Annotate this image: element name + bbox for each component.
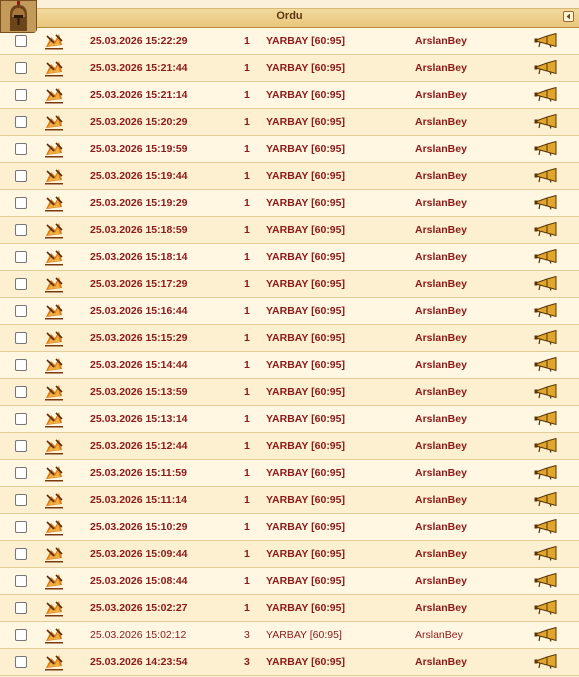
row-count: 1 xyxy=(244,494,250,506)
panel-header xyxy=(0,0,579,28)
army-attack-icon xyxy=(44,302,64,320)
horn-icon[interactable] xyxy=(534,411,558,426)
row-date: 25.03.2026 15:09:44 xyxy=(90,548,188,560)
row-count: 1 xyxy=(244,251,250,263)
army-attack-icon xyxy=(44,113,64,131)
army-attack-icon xyxy=(44,86,64,104)
army-attack-icon xyxy=(44,437,64,455)
row-count: 1 xyxy=(244,332,250,344)
row-checkbox[interactable] xyxy=(15,440,27,452)
horn-icon[interactable] xyxy=(534,465,558,480)
row-rank: YARBAY [60:95] xyxy=(266,143,345,155)
row-rank: YARBAY [60:95] xyxy=(266,197,345,209)
row-date: 25.03.2026 15:12:44 xyxy=(90,440,188,452)
row-sender[interactable]: ArslanBey xyxy=(415,170,467,182)
horn-icon[interactable] xyxy=(534,222,558,237)
row-checkbox[interactable] xyxy=(15,170,27,182)
army-attack-icon xyxy=(44,248,64,266)
row-checkbox[interactable] xyxy=(15,575,27,587)
row-rank: YARBAY [60:95] xyxy=(266,305,345,317)
row-date: 25.03.2026 14:23:54 xyxy=(90,656,188,668)
table-row[interactable] xyxy=(0,109,579,136)
row-count: 1 xyxy=(244,170,250,182)
row-date: 25.03.2026 15:21:14 xyxy=(90,89,188,101)
row-rank: YARBAY [60:95] xyxy=(266,278,345,290)
army-attack-icon xyxy=(44,167,64,185)
row-rank: YARBAY [60:95] xyxy=(266,440,345,452)
row-checkbox[interactable] xyxy=(15,278,27,290)
collapse-button[interactable] xyxy=(563,11,574,22)
horn-icon[interactable] xyxy=(534,492,558,507)
row-sender[interactable]: ArslanBey xyxy=(415,629,463,641)
table-row[interactable] xyxy=(0,298,579,325)
row-checkbox[interactable] xyxy=(15,224,27,236)
row-checkbox[interactable] xyxy=(15,602,27,614)
row-sender[interactable]: ArslanBey xyxy=(415,224,467,236)
row-checkbox[interactable] xyxy=(15,494,27,506)
row-sender[interactable]: ArslanBey xyxy=(415,548,467,560)
table-row[interactable] xyxy=(0,487,579,514)
table-row[interactable] xyxy=(0,244,579,271)
table-row[interactable] xyxy=(0,622,579,649)
row-rank: YARBAY [60:95] xyxy=(266,386,345,398)
row-date: 25.03.2026 15:22:29 xyxy=(90,35,188,47)
row-sender[interactable]: ArslanBey xyxy=(415,35,467,47)
table-row[interactable] xyxy=(0,433,579,460)
row-sender[interactable]: ArslanBey xyxy=(415,413,467,425)
row-rank: YARBAY [60:95] xyxy=(266,413,345,425)
army-attack-icon xyxy=(44,32,64,50)
army-attack-icon xyxy=(44,626,64,644)
table-row[interactable] xyxy=(0,595,579,622)
row-count: 1 xyxy=(244,224,250,236)
row-checkbox[interactable] xyxy=(15,305,27,317)
row-count: 1 xyxy=(244,35,250,47)
table-row[interactable] xyxy=(0,82,579,109)
row-date: 25.03.2026 15:14:44 xyxy=(90,359,188,371)
army-attack-icon xyxy=(44,59,64,77)
row-rank: YARBAY [60:95] xyxy=(266,494,345,506)
row-date: 25.03.2026 15:17:29 xyxy=(90,278,188,290)
row-checkbox[interactable] xyxy=(15,629,27,641)
row-date: 25.03.2026 15:15:29 xyxy=(90,332,188,344)
row-checkbox[interactable] xyxy=(15,413,27,425)
row-date: 25.03.2026 15:10:29 xyxy=(90,521,188,533)
row-sender[interactable]: ArslanBey xyxy=(415,197,467,209)
horn-icon[interactable] xyxy=(534,546,558,561)
row-count: 1 xyxy=(244,413,250,425)
army-attack-icon xyxy=(44,410,64,428)
horn-icon[interactable] xyxy=(534,195,558,210)
row-checkbox[interactable] xyxy=(15,143,27,155)
row-count: 3 xyxy=(244,656,250,668)
horn-icon[interactable] xyxy=(534,573,558,588)
army-attack-icon xyxy=(44,653,64,671)
row-rank: YARBAY [60:95] xyxy=(266,656,345,668)
row-rank: YARBAY [60:95] xyxy=(266,116,345,128)
table-row[interactable] xyxy=(0,271,579,298)
table-row[interactable] xyxy=(0,136,579,163)
row-rank: YARBAY [60:95] xyxy=(266,62,345,74)
horn-icon[interactable] xyxy=(534,60,558,75)
row-date: 25.03.2026 15:11:14 xyxy=(90,494,187,506)
row-date: 25.03.2026 15:21:44 xyxy=(90,62,188,74)
table-row[interactable] xyxy=(0,28,579,55)
army-attack-icon xyxy=(44,518,64,536)
row-rank: YARBAY [60:95] xyxy=(266,548,345,560)
row-checkbox[interactable] xyxy=(15,656,27,668)
row-rank: YARBAY [60:95] xyxy=(266,35,345,47)
row-count: 1 xyxy=(244,548,250,560)
row-count: 1 xyxy=(244,305,250,317)
row-count: 1 xyxy=(244,440,250,452)
row-sender[interactable]: ArslanBey xyxy=(415,494,467,506)
army-attack-icon xyxy=(44,545,64,563)
horn-icon[interactable] xyxy=(534,87,558,102)
row-rank: YARBAY [60:95] xyxy=(266,89,345,101)
warrior-avatar[interactable] xyxy=(0,0,37,33)
table-row[interactable] xyxy=(0,649,579,676)
row-sender[interactable]: ArslanBey xyxy=(415,89,467,101)
row-date: 25.03.2026 15:18:14 xyxy=(90,251,188,263)
row-checkbox[interactable] xyxy=(15,89,27,101)
horn-icon[interactable] xyxy=(534,600,558,615)
horn-icon[interactable] xyxy=(534,33,558,48)
row-rank: YARBAY [60:95] xyxy=(266,224,345,236)
row-count: 1 xyxy=(244,89,250,101)
horn-icon[interactable] xyxy=(534,384,558,399)
row-checkbox[interactable] xyxy=(15,521,27,533)
header-top-strip xyxy=(0,0,579,9)
army-attack-icon xyxy=(44,491,64,509)
row-date: 25.03.2026 15:20:29 xyxy=(90,116,188,128)
row-checkbox[interactable] xyxy=(15,197,27,209)
row-count: 1 xyxy=(244,467,250,479)
row-rank: YARBAY [60:95] xyxy=(266,521,345,533)
table-row[interactable] xyxy=(0,460,579,487)
row-date: 25.03.2026 15:11:59 xyxy=(90,467,187,479)
row-count: 1 xyxy=(244,197,250,209)
row-sender[interactable]: ArslanBey xyxy=(415,467,467,479)
horn-icon[interactable] xyxy=(534,168,558,183)
row-checkbox[interactable] xyxy=(15,386,27,398)
row-rank: YARBAY [60:95] xyxy=(266,251,345,263)
row-date: 25.03.2026 15:13:14 xyxy=(90,413,188,425)
horn-icon[interactable] xyxy=(534,141,558,156)
row-sender[interactable]: ArslanBey xyxy=(415,305,467,317)
table-row[interactable] xyxy=(0,325,579,352)
horn-icon[interactable] xyxy=(534,276,558,291)
row-rank: YARBAY [60:95] xyxy=(266,602,345,614)
army-attack-icon xyxy=(44,572,64,590)
row-sender[interactable]: ArslanBey xyxy=(415,602,467,614)
row-sender[interactable]: ArslanBey xyxy=(415,521,467,533)
message-list xyxy=(0,28,579,676)
row-sender[interactable]: ArslanBey xyxy=(415,359,467,371)
table-row[interactable] xyxy=(0,352,579,379)
row-date: 25.03.2026 15:02:27 xyxy=(90,602,188,614)
row-count: 1 xyxy=(244,575,250,587)
row-date: 25.03.2026 15:16:44 xyxy=(90,305,188,317)
army-attack-icon xyxy=(44,383,64,401)
row-checkbox[interactable] xyxy=(15,467,27,479)
table-row[interactable] xyxy=(0,514,579,541)
army-attack-icon xyxy=(44,140,64,158)
row-rank: YARBAY [60:95] xyxy=(266,170,345,182)
arrow-left-icon xyxy=(565,13,572,20)
row-sender[interactable]: ArslanBey xyxy=(415,278,467,290)
row-rank: YARBAY [60:95] xyxy=(266,629,342,641)
row-rank: YARBAY [60:95] xyxy=(266,359,345,371)
row-checkbox[interactable] xyxy=(15,35,27,47)
horn-icon[interactable] xyxy=(534,438,558,453)
row-sender[interactable]: ArslanBey xyxy=(415,656,467,668)
row-count: 1 xyxy=(244,359,250,371)
table-row[interactable] xyxy=(0,163,579,190)
row-sender[interactable]: ArslanBey xyxy=(415,116,467,128)
row-date: 25.03.2026 15:19:59 xyxy=(90,143,188,155)
row-rank: YARBAY [60:95] xyxy=(266,575,345,587)
table-row[interactable] xyxy=(0,568,579,595)
row-date: 25.03.2026 15:19:44 xyxy=(90,170,188,182)
horn-icon[interactable] xyxy=(534,249,558,264)
table-row[interactable] xyxy=(0,541,579,568)
row-date: 25.03.2026 15:18:59 xyxy=(90,224,188,236)
army-attack-icon xyxy=(44,356,64,374)
horn-icon[interactable] xyxy=(534,357,558,372)
row-count: 3 xyxy=(244,629,250,641)
row-checkbox[interactable] xyxy=(15,359,27,371)
row-sender[interactable]: ArslanBey xyxy=(415,575,467,587)
row-rank: YARBAY [60:95] xyxy=(266,332,345,344)
row-count: 1 xyxy=(244,143,250,155)
row-date: 25.03.2026 15:08:44 xyxy=(90,575,188,587)
row-rank: YARBAY [60:95] xyxy=(266,467,345,479)
army-attack-icon xyxy=(44,275,64,293)
army-attack-icon xyxy=(44,194,64,212)
row-checkbox[interactable] xyxy=(15,332,27,344)
row-count: 1 xyxy=(244,278,250,290)
row-count: 1 xyxy=(244,602,250,614)
warrior-helmet-icon xyxy=(1,1,36,32)
row-sender[interactable]: ArslanBey xyxy=(415,251,467,263)
row-checkbox[interactable] xyxy=(15,62,27,74)
row-count: 1 xyxy=(244,62,250,74)
row-checkbox[interactable] xyxy=(15,548,27,560)
row-sender[interactable]: ArslanBey xyxy=(415,386,467,398)
row-sender[interactable]: ArslanBey xyxy=(415,62,467,74)
table-row[interactable] xyxy=(0,406,579,433)
horn-icon[interactable] xyxy=(534,114,558,129)
table-row[interactable] xyxy=(0,190,579,217)
row-date: 25.03.2026 15:13:59 xyxy=(90,386,188,398)
horn-icon[interactable] xyxy=(534,519,558,534)
horn-icon[interactable] xyxy=(534,303,558,318)
row-sender[interactable]: ArslanBey xyxy=(415,440,467,452)
row-checkbox[interactable] xyxy=(15,251,27,263)
panel-title: Ordu xyxy=(276,10,303,22)
horn-icon[interactable] xyxy=(534,627,558,642)
horn-icon[interactable] xyxy=(534,330,558,345)
row-sender[interactable]: ArslanBey xyxy=(415,143,467,155)
table-row[interactable] xyxy=(0,217,579,244)
row-count: 1 xyxy=(244,116,250,128)
army-attack-icon xyxy=(44,464,64,482)
table-row[interactable] xyxy=(0,379,579,406)
row-date: 25.03.2026 15:02:12 xyxy=(90,629,187,641)
army-attack-icon xyxy=(44,599,64,617)
row-count: 1 xyxy=(244,386,250,398)
horn-icon[interactable] xyxy=(534,654,558,669)
row-count: 1 xyxy=(244,521,250,533)
table-row[interactable] xyxy=(0,55,579,82)
row-date: 25.03.2026 15:19:29 xyxy=(90,197,188,209)
row-sender[interactable]: ArslanBey xyxy=(415,332,467,344)
row-checkbox[interactable] xyxy=(15,116,27,128)
army-attack-icon xyxy=(44,221,64,239)
army-attack-icon xyxy=(44,329,64,347)
